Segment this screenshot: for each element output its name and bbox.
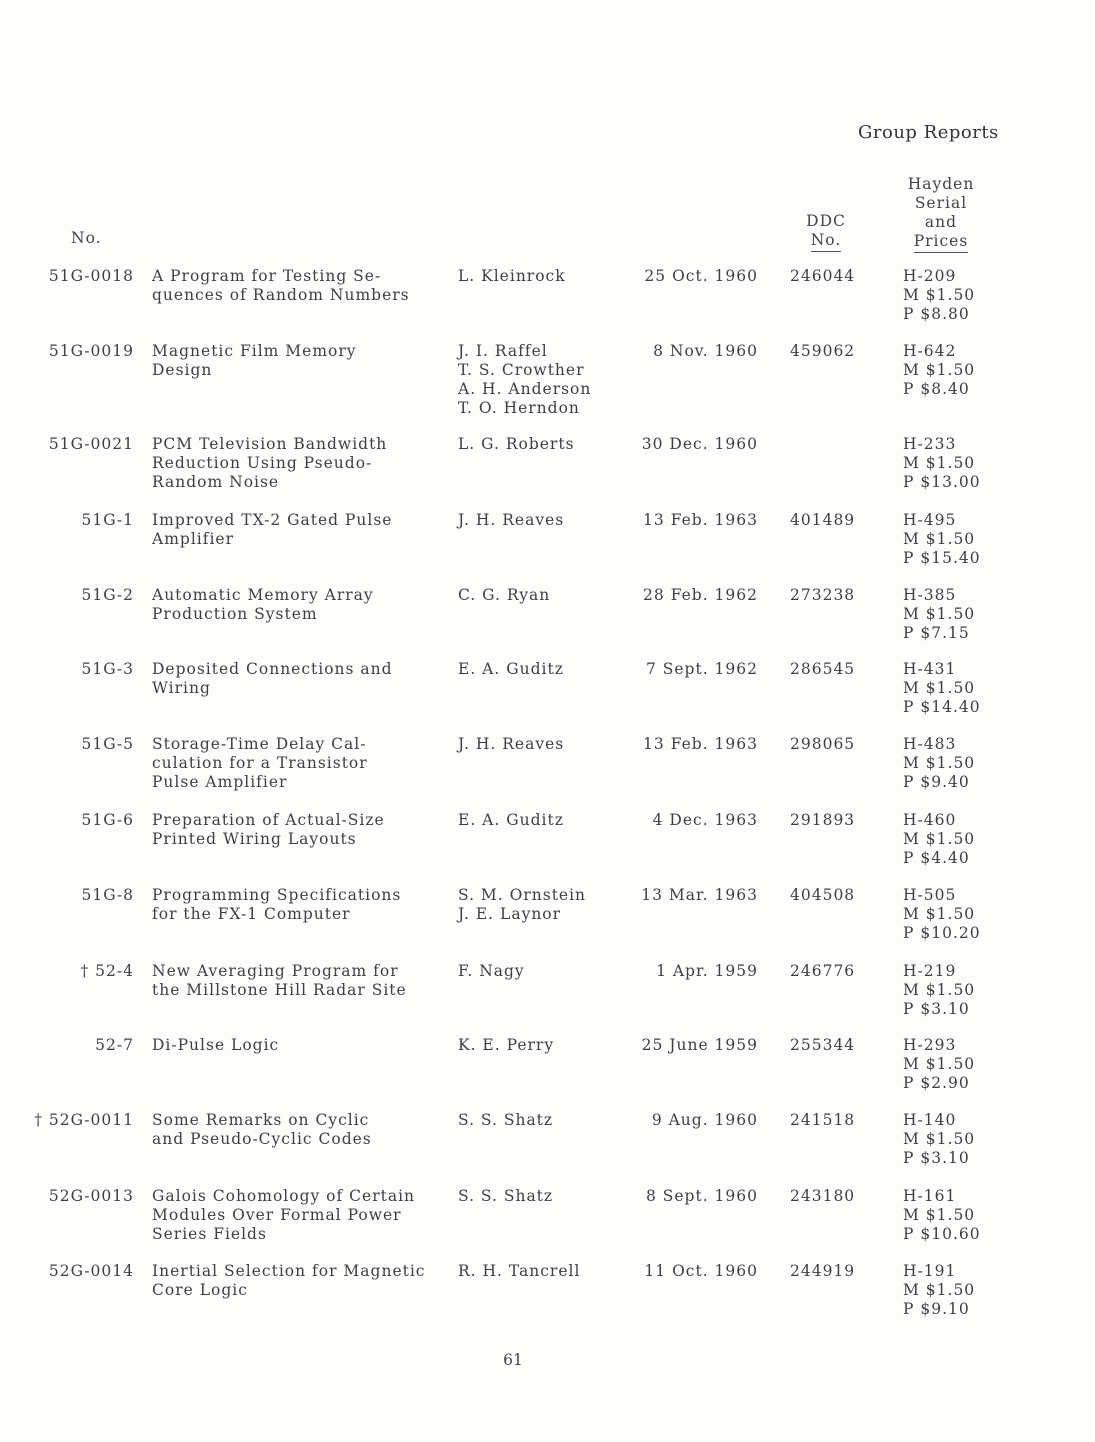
report-authors: L. Kleinrock <box>458 267 566 285</box>
report-date: 25 June 1959 <box>641 1036 758 1054</box>
report-authors: E. A. Guditz <box>458 811 564 829</box>
report-prices: H-293 M $1.50 P $2.90 <box>903 1036 976 1092</box>
report-ddc-number: 404508 <box>790 886 856 904</box>
report-date: 13 Feb. 1963 <box>643 511 758 529</box>
report-date: 1 Apr. 1959 <box>656 962 758 980</box>
report-authors: J. I. Raffel T. S. Crowther A. H. Anderson T. O. Herndon <box>458 342 592 417</box>
report-number: 51G-0018 <box>48 267 134 285</box>
report-title: Galois Cohomology of Certain Modules Over Formal Power Series Fields <box>152 1187 416 1243</box>
report-authors: R. H. Tancrell <box>458 1262 581 1280</box>
report-prices: H-233 M $1.50 P $13.00 <box>903 435 981 491</box>
report-number: 51G-0021 <box>48 435 134 453</box>
report-ddc-number: 255344 <box>790 1036 856 1054</box>
hayden-header-line3: and <box>924 213 958 231</box>
report-authors: K. E. Perry <box>458 1036 555 1054</box>
report-ddc-number: 246776 <box>790 962 856 980</box>
report-prices: H-483 M $1.50 P $9.40 <box>903 735 976 791</box>
report-title: Magnetic Film Memory Design <box>152 342 357 379</box>
report-number: 51G-1 <box>81 511 134 529</box>
page-header-title: Group Reports <box>858 122 999 143</box>
report-date: 13 Feb. 1963 <box>643 735 758 753</box>
report-prices: H-642 M $1.50 P $8.40 <box>903 342 976 398</box>
report-date: 25 Oct. 1960 <box>644 267 758 285</box>
ddc-header-line1: DDC <box>806 212 846 230</box>
report-title: Improved TX-2 Gated Pulse Amplifier <box>152 511 393 548</box>
report-number: 51G-3 <box>81 660 134 678</box>
report-ddc-number: 401489 <box>790 511 856 529</box>
report-ddc-number: 244919 <box>790 1262 856 1280</box>
report-date: 8 Nov. 1960 <box>653 342 758 360</box>
report-ddc-number: 286545 <box>790 660 856 678</box>
report-authors: E. A. Guditz <box>458 660 564 678</box>
report-title: Storage-Time Delay Cal- culation for a Transistor Pulse Amplifier <box>152 735 368 791</box>
report-number: 51G-5 <box>81 735 134 753</box>
report-ddc-number: 298065 <box>790 735 856 753</box>
hayden-header-line2: Serial <box>914 194 968 212</box>
report-prices: H-140 M $1.50 P $3.10 <box>903 1111 976 1167</box>
report-date: 8 Sept. 1960 <box>645 1187 758 1205</box>
report-authors: S. S. Shatz <box>458 1187 554 1205</box>
report-authors: C. G. Ryan <box>458 586 551 604</box>
report-date: 11 Oct. 1960 <box>644 1262 758 1280</box>
report-prices: H-460 M $1.50 P $4.40 <box>903 811 976 867</box>
report-number: 52-7 <box>95 1036 134 1054</box>
report-date: 4 Dec. 1963 <box>652 811 758 829</box>
report-number: 52G-0013 <box>48 1187 134 1205</box>
report-date: 9 Aug. 1960 <box>651 1111 758 1129</box>
report-authors: S. M. Ornstein J. E. Laynor <box>458 886 587 923</box>
report-ddc-number: 273238 <box>790 586 856 604</box>
report-title: Automatic Memory Array Production System <box>152 586 374 623</box>
report-title: Di-Pulse Logic <box>152 1036 280 1054</box>
report-ddc-number: 241518 <box>790 1111 856 1129</box>
report-date: 13 Mar. 1963 <box>641 886 758 904</box>
report-date: 30 Dec. 1960 <box>641 435 758 453</box>
report-authors: F. Nagy <box>458 962 525 980</box>
report-title: Deposited Connections and Wiring <box>152 660 393 697</box>
report-number: 51G-6 <box>81 811 134 829</box>
report-title: New Averaging Program for the Millstone Hill Radar Site <box>152 962 407 999</box>
report-date: 28 Feb. 1962 <box>643 586 758 604</box>
ddc-header-line2: No. <box>811 231 842 252</box>
page-number: 61 <box>503 1351 523 1369</box>
hayden-header-line1: Hayden <box>907 175 975 193</box>
report-number: 51G-0019 <box>48 342 134 360</box>
report-title: A Program for Testing Se- quences of Random Numbers <box>152 267 410 304</box>
report-prices: H-495 M $1.50 P $15.40 <box>903 511 981 567</box>
report-number: 51G-2 <box>81 586 134 604</box>
report-prices: H-385 M $1.50 P $7.15 <box>903 586 976 642</box>
report-authors: J. H. Reaves <box>458 511 565 529</box>
report-ddc-number: 243180 <box>790 1187 856 1205</box>
hayden-header-line4: Prices <box>914 232 969 253</box>
report-ddc-number: 291893 <box>790 811 856 829</box>
report-date: 7 Sept. 1962 <box>645 660 758 678</box>
column-header-hayden <box>898 175 984 253</box>
column-header-no: No. <box>71 229 102 247</box>
report-authors: L. G. Roberts <box>458 435 575 453</box>
column-header-ddc <box>796 212 856 252</box>
report-title: Programming Specifications for the FX-1 Computer <box>152 886 402 923</box>
report-number: 52G-0014 <box>48 1262 134 1280</box>
report-title: Inertial Selection for Magnetic Core Logic <box>152 1262 426 1299</box>
report-number: † 52G-0011 <box>34 1111 134 1129</box>
report-prices: H-431 M $1.50 P $14.40 <box>903 660 981 716</box>
report-prices: H-191 M $1.50 P $9.10 <box>903 1262 976 1318</box>
report-title: Preparation of Actual-Size Printed Wiring Layouts <box>152 811 385 848</box>
report-number: 51G-8 <box>81 886 134 904</box>
report-prices: H-219 M $1.50 P $3.10 <box>903 962 976 1018</box>
report-authors: J. H. Reaves <box>458 735 565 753</box>
report-prices: H-209 M $1.50 P $8.80 <box>903 267 976 323</box>
report-prices: H-505 M $1.50 P $10.20 <box>903 886 981 942</box>
report-title: Some Remarks on Cyclic and Pseudo-Cyclic Codes <box>152 1111 372 1148</box>
report-authors: S. S. Shatz <box>458 1111 554 1129</box>
report-title: PCM Television Bandwidth Reduction Using Pseudo- Random Noise <box>152 435 388 491</box>
report-prices: H-161 M $1.50 P $10.60 <box>903 1187 981 1243</box>
report-ddc-number: 246044 <box>790 267 856 285</box>
report-ddc-number: 459062 <box>790 342 856 360</box>
report-number: † 52-4 <box>80 962 134 980</box>
